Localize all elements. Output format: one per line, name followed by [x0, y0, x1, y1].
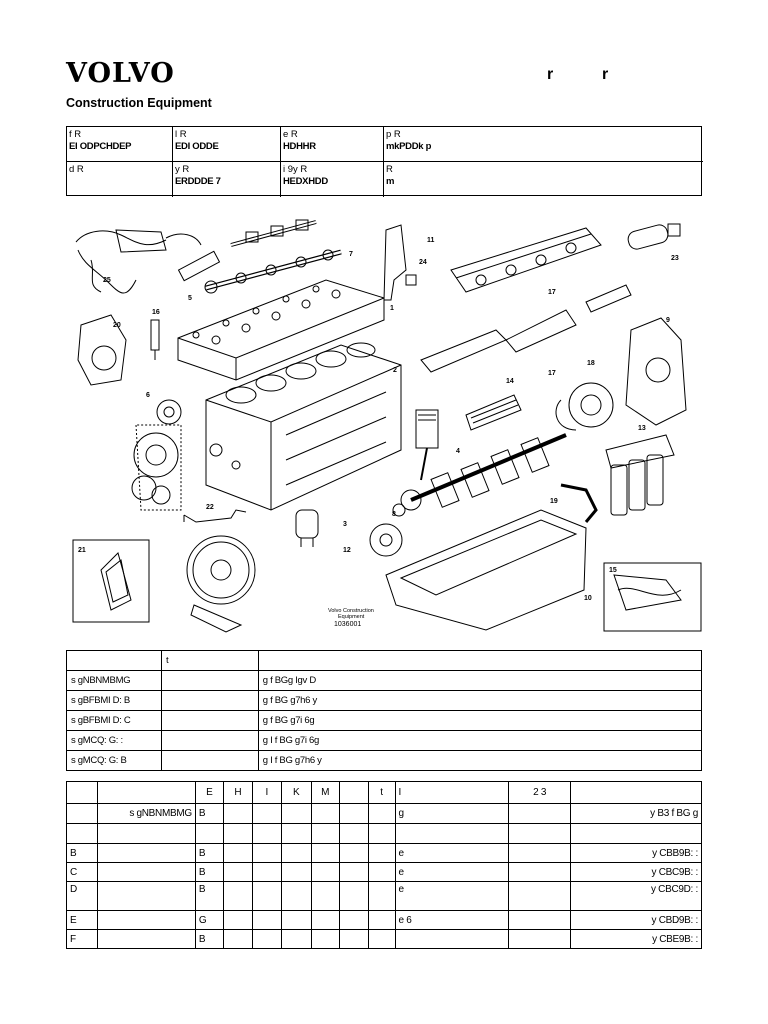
callout-13: 13	[638, 425, 646, 432]
table-cell: y CBC9D: :	[571, 882, 702, 911]
table-cell	[339, 824, 368, 844]
info-cell	[67, 127, 173, 162]
info-value: mkPDDk p	[386, 141, 432, 152]
table-cell	[97, 930, 195, 949]
table-cell	[252, 804, 281, 824]
table-cell	[311, 844, 339, 863]
table-cell	[161, 671, 258, 691]
table-cell	[509, 824, 571, 844]
table-cell: e	[395, 863, 509, 882]
info-label: e R	[283, 129, 298, 140]
oil-pan	[386, 510, 586, 630]
table-row	[67, 671, 702, 691]
table-cell: K	[281, 782, 311, 804]
drawing-caption-1: Volvo Construction	[328, 608, 374, 614]
callout-5: 5	[188, 295, 192, 302]
table-cell: g I f BG g7h6 y	[258, 751, 701, 771]
table-row	[67, 882, 702, 911]
table-cell	[509, 930, 571, 949]
turbocharger	[556, 383, 613, 430]
bom-table	[66, 781, 702, 949]
table-cell: E	[67, 911, 98, 930]
table-cell	[281, 824, 311, 844]
table-row	[67, 824, 702, 844]
table-cell	[67, 824, 98, 844]
table-cell	[97, 844, 195, 863]
table-cell	[161, 711, 258, 731]
callout-25: 25	[103, 277, 111, 284]
drawing-id: 1036001	[334, 621, 362, 628]
table-cell	[252, 911, 281, 930]
header-char-1: r	[547, 66, 554, 83]
info-label: R	[386, 164, 393, 175]
info-cell	[67, 162, 173, 197]
info-table	[66, 126, 702, 196]
table-cell: B	[195, 844, 223, 863]
table-row	[67, 691, 702, 711]
callout-21: 21	[78, 547, 86, 554]
table-cell: D	[67, 882, 98, 911]
table-cell	[161, 731, 258, 751]
info-cell	[281, 162, 384, 197]
callout-3: 3	[343, 521, 347, 528]
info-label: p R	[386, 129, 401, 140]
table-cell: E	[195, 782, 223, 804]
table-cell	[161, 691, 258, 711]
table-cell: H	[223, 782, 252, 804]
crankshaft	[401, 435, 566, 510]
table-cell: y B3 f BG g	[571, 804, 702, 824]
table-row	[67, 930, 702, 949]
info-value: EI ODPCHDEP	[69, 141, 132, 152]
table-row	[67, 731, 702, 751]
table-cell: s gMCQ: G: :	[67, 731, 162, 751]
table-cell	[97, 911, 195, 930]
wiring-inset	[604, 563, 701, 631]
table-cell: y CBB9B: :	[571, 844, 702, 863]
oil-filters	[606, 435, 674, 515]
info-value: HDHHR	[283, 141, 316, 152]
table-cell	[67, 782, 98, 804]
info-value: HEDXHDD	[283, 176, 328, 187]
info-label: y R	[175, 164, 190, 175]
info-label: f R	[69, 129, 82, 140]
callout-10: 10	[584, 595, 592, 602]
table-cell	[281, 882, 311, 911]
info-value: ERDDDE 7	[175, 176, 221, 187]
table-cell	[311, 930, 339, 949]
table-row	[67, 651, 702, 671]
table-cell	[311, 882, 339, 911]
table-cell: g f BG g7i 6g	[258, 711, 701, 731]
callout-15: 15	[609, 567, 617, 574]
table-cell	[311, 911, 339, 930]
callout-17a: 17	[548, 289, 556, 296]
table-cell	[509, 804, 571, 824]
table-cell	[339, 863, 368, 882]
table-cell	[195, 824, 223, 844]
table-cell	[97, 824, 195, 844]
callout-19: 19	[550, 498, 558, 505]
table-cell: y CBC9B: :	[571, 863, 702, 882]
table-cell: t	[368, 782, 395, 804]
table-cell: g f BGg Igv D	[258, 671, 701, 691]
timing-gears	[132, 400, 181, 510]
wiring-harness	[76, 230, 201, 293]
exploded-engine-drawing	[66, 210, 702, 636]
table-row	[67, 844, 702, 863]
table-cell: g f BG g7h6 y	[258, 691, 701, 711]
table-cell: e	[395, 844, 509, 863]
cylinder-block	[206, 343, 401, 510]
table-cell: B	[195, 882, 223, 911]
oil-cooler	[466, 395, 521, 430]
table-cell	[368, 882, 395, 911]
thermostat	[296, 510, 318, 547]
callout-11: 11	[427, 237, 435, 244]
callout-9: 9	[666, 317, 670, 324]
callout-18: 18	[587, 360, 595, 367]
callout-14: 14	[506, 378, 514, 385]
table-cell	[395, 930, 509, 949]
table-cell: I	[252, 782, 281, 804]
table-row	[67, 711, 702, 731]
table-cell: e	[395, 882, 509, 911]
table-cell	[368, 804, 395, 824]
timing-cover	[626, 318, 686, 425]
table-cell: B	[195, 804, 223, 824]
table-cell	[161, 751, 258, 771]
table-cell	[223, 863, 252, 882]
table-cell: s gBFBMI D: C	[67, 711, 162, 731]
drawing-caption-2: Equipment	[338, 614, 365, 620]
cylinder-head	[178, 280, 384, 380]
lifting-eye	[384, 225, 416, 300]
info-label: d R	[69, 164, 84, 175]
table-cell	[339, 844, 368, 863]
callout-6: 6	[146, 392, 150, 399]
table-cell: y CBD9B: :	[571, 911, 702, 930]
table-cell	[67, 651, 162, 671]
table-cell: s gNBNMBMG	[97, 804, 195, 824]
callout-7: 7	[349, 251, 353, 258]
table-cell	[339, 804, 368, 824]
callout-8: 8	[392, 511, 396, 518]
table-cell	[509, 844, 571, 863]
table-cell	[311, 804, 339, 824]
table-row	[67, 804, 702, 824]
header-char-2: r	[602, 66, 609, 83]
table-cell: I	[395, 782, 509, 804]
table-cell	[395, 824, 509, 844]
info-cell	[384, 162, 703, 197]
info-cell	[384, 127, 703, 162]
table-cell: g I f BG g7i 6g	[258, 731, 701, 751]
table-cell	[223, 844, 252, 863]
table-cell	[281, 930, 311, 949]
callout-2: 2	[393, 367, 397, 374]
table-cell	[223, 882, 252, 911]
table-cell	[252, 824, 281, 844]
injector	[151, 320, 159, 360]
table-cell	[281, 844, 311, 863]
table-cell: B	[195, 930, 223, 949]
table-cell	[223, 804, 252, 824]
table-cell	[97, 863, 195, 882]
exhaust-manifold-front	[421, 285, 631, 372]
table-cell	[252, 844, 281, 863]
piston	[416, 410, 438, 480]
table-cell	[223, 930, 252, 949]
info-value: EDI ODDE	[175, 141, 219, 152]
table-cell	[311, 863, 339, 882]
info-label: l R	[175, 129, 187, 140]
callout-24: 24	[419, 259, 427, 266]
table-cell	[223, 824, 252, 844]
table-cell: s gMCQ: G: B	[67, 751, 162, 771]
table-cell: e 6	[395, 911, 509, 930]
info-cell	[281, 127, 384, 162]
table-cell	[67, 804, 98, 824]
table-cell	[97, 882, 195, 911]
rocker-arms	[231, 220, 316, 245]
table-cell	[368, 911, 395, 930]
table-cell	[311, 824, 339, 844]
table-cell	[339, 882, 368, 911]
callout-17b: 17	[548, 370, 556, 377]
table-row	[67, 863, 702, 882]
table-cell	[509, 882, 571, 911]
table-cell: 2 3	[509, 782, 571, 804]
table-cell	[509, 863, 571, 882]
table-cell	[571, 824, 702, 844]
table-cell: G	[195, 911, 223, 930]
oil-pipe	[561, 485, 596, 522]
callout-12: 12	[343, 547, 351, 554]
info-value: m	[386, 176, 395, 187]
table-cell: s gNBNMBMG	[67, 671, 162, 691]
table-row	[67, 751, 702, 771]
table-cell	[258, 651, 701, 671]
table-cell: M	[311, 782, 339, 804]
callout-20: 20	[113, 322, 121, 329]
intake-manifold	[451, 228, 601, 292]
table-cell	[223, 911, 252, 930]
table-cell	[252, 882, 281, 911]
table-cell	[97, 782, 195, 804]
table-cell: t	[161, 651, 258, 671]
callout-4: 4	[456, 448, 460, 455]
table-cell	[339, 911, 368, 930]
table-cell	[252, 863, 281, 882]
callout-1: 1	[390, 305, 394, 312]
table-cell	[368, 824, 395, 844]
table-cell	[368, 863, 395, 882]
info-cell	[173, 127, 281, 162]
callout-16: 16	[152, 309, 160, 316]
table-cell	[339, 782, 368, 804]
brand-wordmark: VOLVO	[66, 58, 175, 89]
table-cell	[368, 844, 395, 863]
parts-table	[66, 650, 702, 771]
table-cell	[571, 782, 702, 804]
table-cell	[252, 930, 281, 949]
table-cell	[368, 930, 395, 949]
table-cell	[281, 863, 311, 882]
table-cell: B	[195, 863, 223, 882]
table-cell: B	[67, 844, 98, 863]
info-cell	[173, 162, 281, 197]
table-cell	[281, 804, 311, 824]
table-cell: s gBFBMI D: B	[67, 691, 162, 711]
bracket	[184, 510, 246, 522]
callout-22: 22	[206, 504, 214, 511]
table-cell	[509, 911, 571, 930]
table-cell: C	[67, 863, 98, 882]
starter-motor	[626, 223, 680, 251]
table-cell: y CBE9B: :	[571, 930, 702, 949]
flywheel	[187, 536, 255, 632]
table-cell	[281, 911, 311, 930]
table-row	[67, 911, 702, 930]
callout-23: 23	[671, 255, 679, 262]
table-cell: g	[395, 804, 509, 824]
oil-pump-gear	[370, 504, 405, 556]
table-cell	[339, 930, 368, 949]
table-cell: F	[67, 930, 98, 949]
info-label: i 9y R	[283, 164, 308, 175]
table-row	[67, 782, 702, 804]
brand-division: Construction Equipment	[66, 96, 212, 110]
